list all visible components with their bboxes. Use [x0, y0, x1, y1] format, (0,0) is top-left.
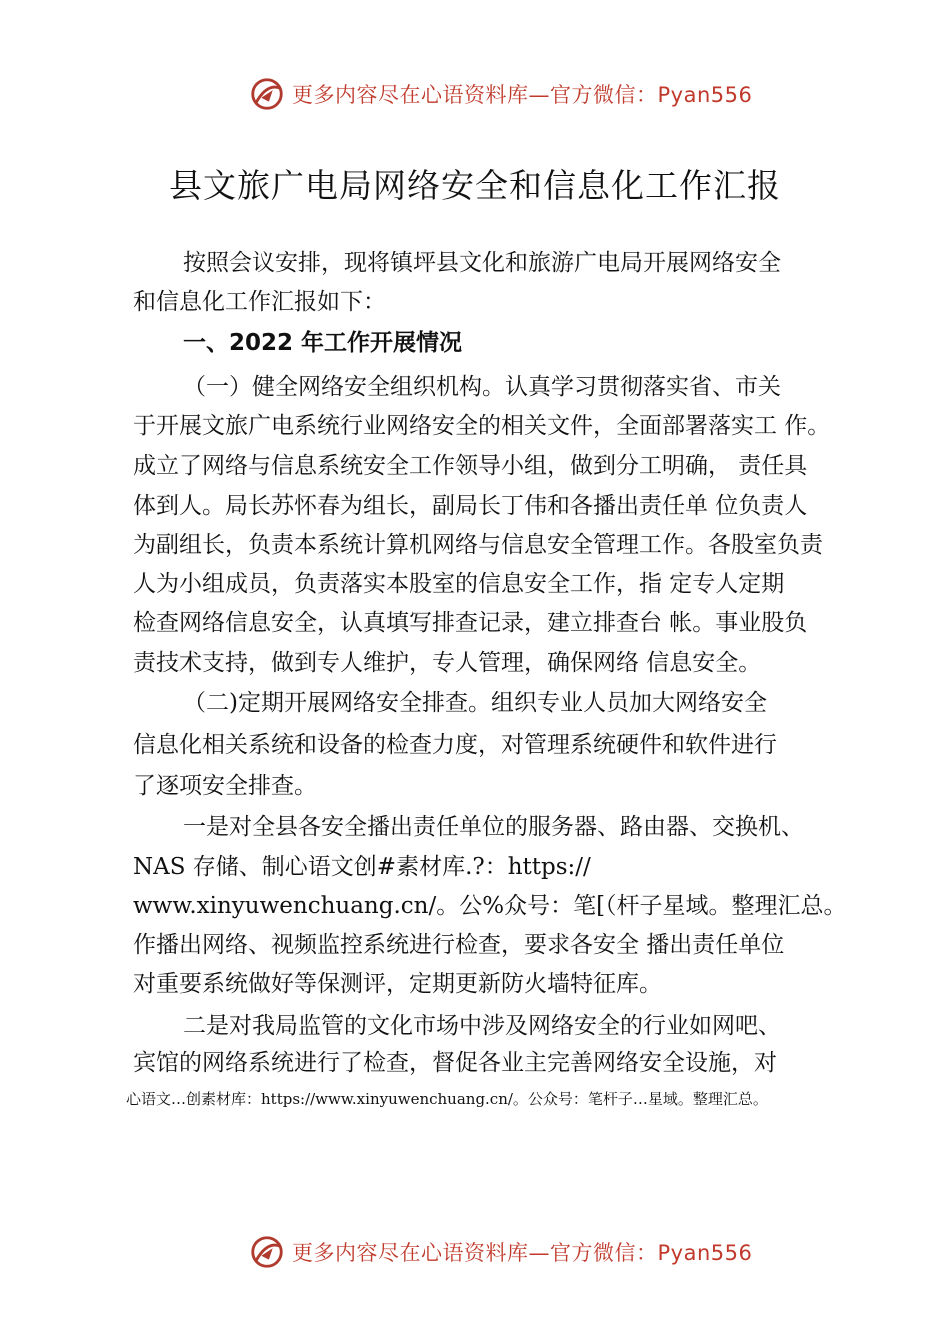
paragraph-line: 成立了网络与信息系统安全工作领导小组，做到分工明确， 责任具 [133, 453, 808, 479]
section-heading: 一、2022 年工作开展情况 [183, 330, 463, 356]
footer-banner [248, 1230, 752, 1274]
banner-text: 更多内容尽在心语资料库—官方微信：Pyan556 [292, 83, 753, 107]
paragraph-line: 和信息化工作汇报如下： [133, 289, 386, 315]
logo-icon [248, 1233, 286, 1271]
header-banner [248, 72, 752, 116]
logo-icon [248, 75, 286, 113]
paragraph-line: 作播出网络、视频监控系统进行检查，要求各安全 播出责任单位 [133, 932, 785, 958]
footer-watermark-note: 心语文…创素材库：https://www.xinyuwenchuang.cn/。公众号：笔杆子…星域。整理汇总。 [126, 1090, 768, 1108]
paragraph-line: 按照会议安排，现将镇坪县文化和旅游广电局开展网络安全 [183, 250, 781, 276]
paragraph-line: 为副组长，负责本系统计算机网络与信息安全管理工作。各股室负责 [133, 532, 823, 558]
paragraph-line: 检查网络信息安全，认真填写排查记录，建立排查台 帐。事业股负 [133, 610, 808, 636]
paragraph-line: 了逐项安全排查。 [133, 773, 317, 799]
banner-text: 更多内容尽在心语资料库—官方微信：Pyan556 [292, 1241, 753, 1265]
subsection-heading: （一）健全网络安全组织机构。认真学习贯彻落实省、市关 [183, 374, 781, 400]
paragraph-line: 对重要系统做好等保测评，定期更新防火墙特征库。 [133, 971, 662, 997]
paragraph-line: www.xinyuwenchuang.cn/。公%众号：笔[（杆子星域。整理汇总。 [133, 893, 847, 919]
document-title: 县文旅广电局网络安全和信息化工作汇报 [169, 166, 781, 205]
paragraph-line: 二是对我局监管的文化市场中涉及网络安全的行业如网吧、 [183, 1013, 781, 1039]
paragraph-line: 一是对全县各安全播出责任单位的服务器、路由器、交换机、 [183, 814, 804, 840]
paragraph-line: 体到人。局长苏怀春为组长，副局长丁伟和各播出责任单 位负责人 [133, 493, 808, 519]
paragraph-line: 信息化相关系统和设备的检查力度，对管理系统硬件和软件进行 [133, 732, 777, 758]
subsection-heading: （二)定期开展网络安全排查。组织专业人员加大网络安全 [183, 690, 767, 716]
paragraph-line: 宾馆的网络系统进行了检查，督促各业主完善网络安全设施，对 [133, 1050, 777, 1076]
paragraph-line: 于开展文旅广电系统行业网络安全的相关文件，全面部署落实工 作。 [133, 413, 831, 439]
paragraph-line: 人为小组成员，负责落实本股室的信息安全工作，指 定专人定期 [133, 571, 785, 597]
paragraph-line: NAS 存储、制心语文创#素材库.?：https:// [133, 854, 591, 880]
paragraph-line: 责技术支持，做到专人维护，专人管理，确保网络 信息安全。 [133, 650, 762, 676]
